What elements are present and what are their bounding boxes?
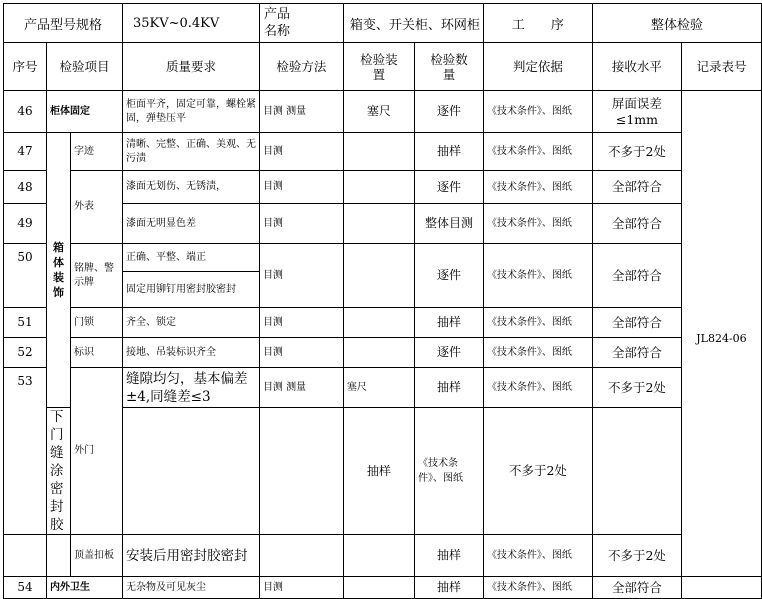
quality-cell: 柜面平齐，固定可靠，螺栓紧固，弹垫压平 <box>122 91 259 133</box>
quality-cell: 缝隙均匀，基本偏差±4,同缝差≤3 <box>122 368 259 408</box>
device-cell <box>343 577 414 599</box>
item-cell: 标识 <box>70 338 122 368</box>
quality-cell: 漆面无划伤、无锈渍， <box>122 171 259 204</box>
device-cell <box>343 171 414 204</box>
accept-cell: 全部符合 <box>592 577 681 599</box>
accept-cell: 不多于2处 <box>592 535 681 577</box>
basis-cell: 《技术条件》、图纸 <box>483 308 592 338</box>
table-row <box>4 308 762 338</box>
seq-cell: 49 <box>4 204 47 244</box>
col-qty: 检验数量 <box>414 43 483 91</box>
device-cell: 塞尺 <box>343 91 414 133</box>
quality-cell: 漆面无明显色差 <box>122 204 259 244</box>
method-cell: 目测 <box>259 308 343 338</box>
table-row <box>4 244 762 272</box>
basis-cell: 《技术条件》、图纸 <box>483 133 592 171</box>
accept-cell: 不多于2处 <box>592 133 681 171</box>
basis-cell: 《技术条件》、图纸 <box>483 368 592 408</box>
table-row <box>4 577 762 599</box>
basis-cell: 《技术条件》、图纸 <box>483 244 592 308</box>
qty-cell: 抽样 <box>414 133 483 171</box>
item-cell: 外门 <box>70 368 122 535</box>
basis-cell: 《技术条件》、图纸 <box>483 338 592 368</box>
seq-cell: 50 <box>4 244 47 308</box>
quality-cell: 清晰、完整、正确、美观、无污渍 <box>122 133 259 171</box>
col-accept: 接收水平 <box>592 43 681 91</box>
inspection-table <box>3 3 762 599</box>
accept-cell: 全部符合 <box>592 171 681 204</box>
device-cell <box>343 244 414 308</box>
qty-cell: 抽样 <box>414 308 483 338</box>
basis-cell: 《技术条件》、图纸 <box>483 535 592 577</box>
model-label: 产品型号规格 <box>4 4 123 43</box>
column-header-row <box>4 43 762 91</box>
table-row <box>4 535 762 577</box>
accept-cell: 全部符合 <box>592 338 681 368</box>
record-cell-empty <box>681 577 761 599</box>
basis-cell: 《技术条件》、图纸 <box>483 204 592 244</box>
col-basis: 判定依据 <box>483 43 592 91</box>
quality-cell: 接地、吊装标识齐全 <box>122 338 259 368</box>
item-cell: 内外卫生 <box>46 577 122 599</box>
name-label: 产品名称 <box>259 4 343 43</box>
method-cell: 目测 <box>259 244 343 308</box>
table-row <box>4 171 762 204</box>
accept-cell: 全部符合 <box>592 244 681 308</box>
col-method: 检验方法 <box>259 43 343 91</box>
item-cell: 字迹 <box>70 133 122 171</box>
device-cell: 塞尺 <box>343 368 414 408</box>
seq-cell <box>4 535 47 577</box>
header-row <box>4 4 762 43</box>
item-cell: 顶盖扣板 <box>70 535 122 577</box>
device-cell <box>259 408 343 535</box>
item-cell: 铭牌、警示牌 <box>70 244 122 308</box>
inspection-sheet <box>3 3 762 599</box>
qty-cell: 逐件 <box>414 244 483 308</box>
item-cell: 柜体固定 <box>46 91 122 133</box>
quality-cell: 安装后用密封胶密封 <box>122 535 259 577</box>
quality-cell: 固定用铆钉用密封胶密封 <box>122 272 259 308</box>
group-label-cell <box>46 133 70 408</box>
method-cell: 目测 测量 <box>259 368 343 408</box>
group-label: 箱体装饰 <box>52 241 64 299</box>
table-row <box>4 133 762 171</box>
qty-cell: 逐件 <box>414 338 483 368</box>
basis-cell: 《技术条件》、图纸 <box>483 577 592 599</box>
qty-cell: 逐件 <box>414 171 483 204</box>
seq-cell: 48 <box>4 171 47 204</box>
accept-cell: 不多于2处 <box>592 368 681 408</box>
seq-cell: 47 <box>4 133 47 171</box>
qty-cell: 逐件 <box>414 91 483 133</box>
accept-cell: 屏面误差≤1mm <box>592 91 681 133</box>
quality-cell: 正确、平整、端正 <box>122 244 259 272</box>
quality-cell: 无杂物及可见灰尘 <box>122 577 259 599</box>
name-value: 箱变、开关柜、环网柜 <box>343 4 483 43</box>
method-cell: 目测 <box>259 577 343 599</box>
method-cell: 目测 <box>259 133 343 171</box>
qty-cell: 抽样 <box>414 368 483 408</box>
device-cell <box>343 133 414 171</box>
method-cell: 目测 <box>259 171 343 204</box>
col-item: 检验项目 <box>46 43 122 91</box>
method-cell <box>259 535 343 577</box>
seq-cell: 54 <box>4 577 47 599</box>
col-seq: 序号 <box>4 43 47 91</box>
seq-cell <box>4 408 47 535</box>
seq-cell: 46 <box>4 91 47 133</box>
qty-cell: 抽样 <box>414 577 483 599</box>
method-cell <box>122 408 259 535</box>
seq-cell: 52 <box>4 338 47 368</box>
accept-cell: 全部符合 <box>592 308 681 338</box>
qty-cell: 整体目测 <box>414 204 483 244</box>
quality-cell: 齐全、锁定 <box>122 308 259 338</box>
seq-cell: 53 <box>4 368 47 408</box>
table-row <box>4 91 762 133</box>
table-row <box>4 368 762 408</box>
device-cell <box>343 338 414 368</box>
device-cell <box>343 535 414 577</box>
process-value: 整体检验 <box>592 4 761 43</box>
seq-cell: 51 <box>4 308 47 338</box>
accept-cell: 全部符合 <box>592 204 681 244</box>
device-cell <box>343 204 414 244</box>
quality-cell: 下门缝涂密封胶 <box>46 408 70 535</box>
process-label: 工 序 <box>483 4 592 43</box>
item-cell: 外表 <box>70 171 122 244</box>
qty-cell: 抽样 <box>343 408 414 535</box>
method-cell: 目测 <box>259 204 343 244</box>
basis-cell: 《技术条件》、图纸 <box>414 408 483 535</box>
col-device: 检验装置 <box>343 43 414 91</box>
accept-cell: 不多于2处 <box>483 408 592 535</box>
qty-cell: 抽样 <box>414 535 483 577</box>
basis-cell: 《技术条件》、图纸 <box>483 171 592 204</box>
table-row <box>4 338 762 368</box>
model-value: 35KV~0.4KV <box>122 4 259 43</box>
method-cell: 目测 <box>259 338 343 368</box>
group-label-spacer <box>46 535 70 577</box>
basis-cell: 《技术条件》、图纸 <box>483 91 592 133</box>
method-cell: 目测 测量 <box>259 91 343 133</box>
col-record: 记录表号 <box>681 43 761 91</box>
item-cell: 门锁 <box>70 308 122 338</box>
col-quality: 质量要求 <box>122 43 259 91</box>
record-number: JL824-06 <box>681 91 761 577</box>
device-cell <box>343 308 414 338</box>
